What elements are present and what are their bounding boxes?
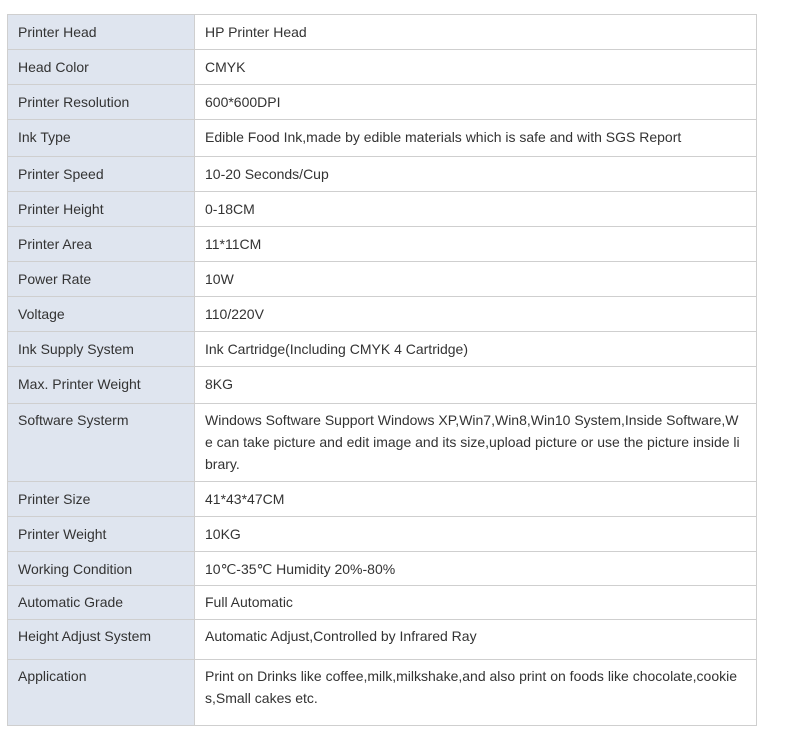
spec-value-text: 0-18CM xyxy=(205,201,255,217)
spec-key-label: Application xyxy=(18,668,87,684)
spec-key xyxy=(8,192,195,227)
spec-value xyxy=(195,660,757,726)
spec-value xyxy=(195,332,757,367)
spec-value-text: CMYK xyxy=(205,59,246,75)
table-row xyxy=(8,482,757,517)
spec-value-text: Print on Drinks like coffee,milk,milkshake,and also print on foods like chocolate,cookies,Small cakes etc. xyxy=(205,668,737,706)
spec-key-label: Voltage xyxy=(18,306,65,322)
spec-value-text: Full Automatic xyxy=(205,594,293,610)
spec-key xyxy=(8,227,195,262)
spec-value xyxy=(195,50,757,85)
spec-key xyxy=(8,367,195,404)
spec-key-label: Printer Area xyxy=(18,236,92,252)
table-row xyxy=(8,192,757,227)
table-row xyxy=(8,620,757,660)
spec-key xyxy=(8,517,195,552)
spec-value-text: 10KG xyxy=(205,526,241,542)
table-row xyxy=(8,586,757,620)
spec-value-text: 10W xyxy=(205,271,234,287)
spec-value xyxy=(195,517,757,552)
spec-value xyxy=(195,192,757,227)
table-row xyxy=(8,404,757,482)
spec-key-label: Printer Height xyxy=(18,201,104,217)
spec-value-text: 110/220V xyxy=(205,306,264,322)
table-row xyxy=(8,332,757,367)
spec-key-label: Working Condition xyxy=(18,561,133,577)
spec-value xyxy=(195,404,757,482)
spec-key xyxy=(8,15,195,50)
spec-value-text: 11*11CM xyxy=(205,236,262,252)
spec-key xyxy=(8,332,195,367)
spec-table xyxy=(7,14,757,726)
spec-value xyxy=(195,15,757,50)
table-row xyxy=(8,15,757,50)
spec-key xyxy=(8,85,195,120)
table-row xyxy=(8,367,757,404)
spec-key-label: Automatic Grade xyxy=(18,594,124,610)
table-row xyxy=(8,157,757,192)
table-row xyxy=(8,517,757,552)
spec-value xyxy=(195,482,757,517)
spec-key xyxy=(8,404,195,482)
spec-value xyxy=(195,85,757,120)
spec-key-label: Printer Speed xyxy=(18,166,104,182)
spec-value-text: Automatic Adjust,Controlled by Infrared Ray xyxy=(205,628,477,644)
spec-key-label: Printer Head xyxy=(18,24,97,40)
spec-key xyxy=(8,157,195,192)
spec-key-label: Printer Size xyxy=(18,491,91,507)
spec-key xyxy=(8,297,195,332)
table-row xyxy=(8,50,757,85)
table-row xyxy=(8,552,757,586)
spec-key xyxy=(8,552,195,586)
spec-value xyxy=(195,552,757,586)
spec-key-label: Head Color xyxy=(18,59,89,75)
spec-key-label: Power Rate xyxy=(18,271,92,287)
spec-value xyxy=(195,157,757,192)
spec-value xyxy=(195,620,757,660)
spec-key xyxy=(8,586,195,620)
table-row xyxy=(8,297,757,332)
spec-key xyxy=(8,120,195,157)
spec-value-text: 10℃-35℃ Humidity 20%-80% xyxy=(205,561,396,577)
spec-key-label: Ink Supply System xyxy=(18,341,134,357)
table-row xyxy=(8,262,757,297)
spec-value-text: Ink Cartridge(Including CMYK 4 Cartridge) xyxy=(205,341,468,357)
spec-key xyxy=(8,50,195,85)
spec-key-label: Software Systerm xyxy=(18,412,129,428)
spec-value-text: 8KG xyxy=(205,376,234,392)
spec-key-label: Ink Type xyxy=(18,129,71,145)
spec-value xyxy=(195,367,757,404)
table-row xyxy=(8,227,757,262)
spec-value xyxy=(195,227,757,262)
spec-value-text: Edible Food Ink,made by edible materials which is safe and with SGS Report xyxy=(205,129,682,145)
spec-key xyxy=(8,262,195,297)
spec-key-label: Max. Printer Weight xyxy=(18,376,141,392)
spec-key-label: Height Adjust System xyxy=(18,628,152,644)
spec-value xyxy=(195,262,757,297)
spec-key-label: Printer Weight xyxy=(18,526,107,542)
spec-value-text: Windows Software Support Windows XP,Win7,Win8,Win10 System,Inside Software,We can take picture and edit image and its size,upload picture or use the picture inside library. xyxy=(205,412,740,472)
spec-key xyxy=(8,482,195,517)
table-row xyxy=(8,120,757,157)
spec-value-text: 600*600DPI xyxy=(205,94,281,110)
spec-key xyxy=(8,660,195,726)
table-row xyxy=(8,660,757,726)
spec-value-text: 10-20 Seconds/Cup xyxy=(205,166,329,182)
table-row xyxy=(8,85,757,120)
spec-key-label: Printer Resolution xyxy=(18,94,130,110)
spec-value xyxy=(195,297,757,332)
spec-value xyxy=(195,120,757,157)
spec-key xyxy=(8,620,195,660)
spec-value-text: 41*43*47CM xyxy=(205,491,285,507)
spec-value-text: HP Printer Head xyxy=(205,24,307,40)
spec-value xyxy=(195,586,757,620)
